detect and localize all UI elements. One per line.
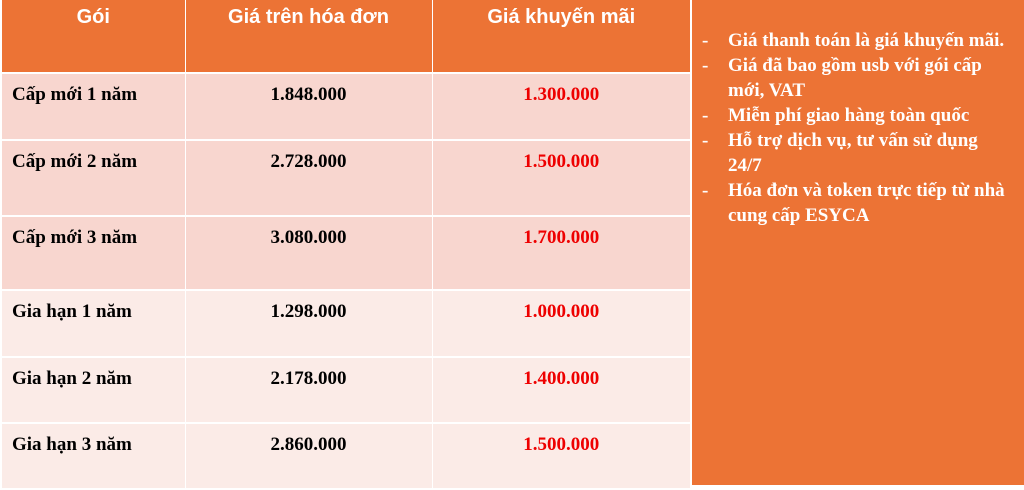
promo-price-cell: 1.500.000 xyxy=(432,423,690,489)
header-invoice-price: Giá trên hóa đơn xyxy=(185,0,432,73)
invoice-price-cell: 1.298.000 xyxy=(185,290,432,357)
invoice-price-cell: 2.728.000 xyxy=(185,140,432,216)
package-cell: Gia hạn 3 năm xyxy=(2,423,185,489)
invoice-price-cell: 2.178.000 xyxy=(185,357,432,423)
promo-price-cell: 1.700.000 xyxy=(432,216,690,290)
note-item xyxy=(698,128,1010,178)
table-header-row xyxy=(2,0,690,73)
bullet-dash: - xyxy=(702,130,709,151)
note-text: Giá đã bao gồm usb với gói cấp mới, VAT xyxy=(728,55,982,101)
table-row xyxy=(2,423,690,489)
note-text: Miễn phí giao hàng toàn quốc xyxy=(728,105,970,126)
package-cell: Cấp mới 1 năm xyxy=(2,73,185,140)
note-item xyxy=(698,28,1010,53)
pricing-table xyxy=(2,0,690,490)
note-text: Hỗ trợ dịch vụ, tư vấn sử dụng 24/7 xyxy=(728,130,978,176)
notes-panel xyxy=(690,0,1024,485)
header-package: Gói xyxy=(2,0,185,73)
package-cell: Cấp mới 2 năm xyxy=(2,140,185,216)
bullet-dash: - xyxy=(702,30,709,51)
promo-price-cell: 1.000.000 xyxy=(432,290,690,357)
package-cell: Gia hạn 1 năm xyxy=(2,290,185,357)
note-text: Hóa đơn và token trực tiếp từ nhà cung cấp ESYCA xyxy=(728,180,1005,226)
promo-price-cell: 1.500.000 xyxy=(432,140,690,216)
table-row xyxy=(2,357,690,423)
invoice-price-cell: 3.080.000 xyxy=(185,216,432,290)
bullet-dash: - xyxy=(702,55,709,76)
note-item xyxy=(698,178,1010,228)
table-row xyxy=(2,140,690,216)
bullet-dash: - xyxy=(702,105,709,126)
header-promo-price: Giá khuyến mãi xyxy=(432,0,690,73)
promo-price-cell: 1.400.000 xyxy=(432,357,690,423)
invoice-price-cell: 2.860.000 xyxy=(185,423,432,489)
package-cell: Cấp mới 3 năm xyxy=(2,216,185,290)
invoice-price-cell: 1.848.000 xyxy=(185,73,432,140)
promo-price-cell: 1.300.000 xyxy=(432,73,690,140)
note-item xyxy=(698,53,1010,103)
notes-list xyxy=(698,28,1010,228)
table-row xyxy=(2,73,690,140)
note-text: Giá thanh toán là giá khuyến mãi. xyxy=(728,30,1005,51)
table-row xyxy=(2,290,690,357)
package-cell: Gia hạn 2 năm xyxy=(2,357,185,423)
bullet-dash: - xyxy=(702,180,709,201)
table-row xyxy=(2,216,690,290)
note-item xyxy=(698,103,1010,128)
